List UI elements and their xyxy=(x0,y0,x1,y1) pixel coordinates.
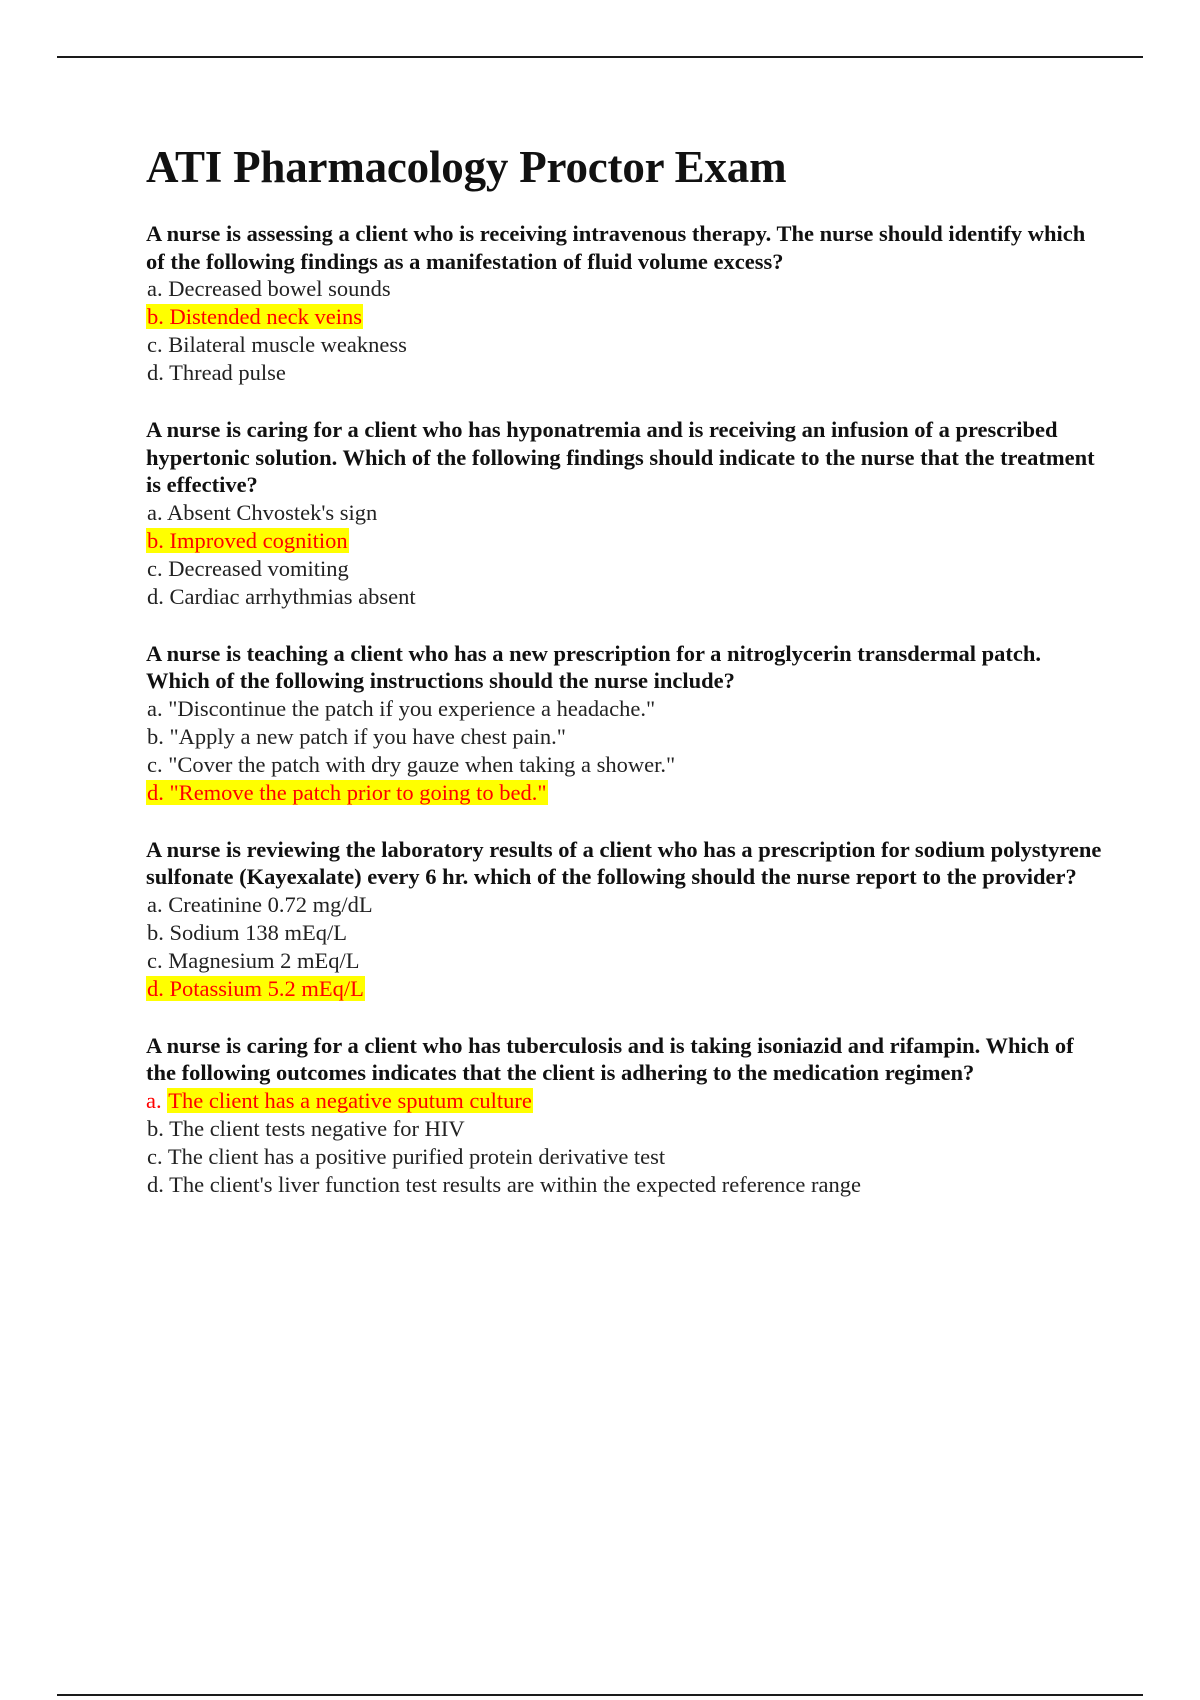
question-stem: A nurse is reviewing the laboratory results of a client who has a prescription for sodium polystyrene sulfonate (Kayexalate) every 6 hr. which of the following should the nurse report to the provider? xyxy=(146,836,1102,889)
top-rule xyxy=(57,56,1143,58)
document-title: ATI Pharmacology Proctor Exam xyxy=(146,142,787,192)
answer-option: a. "Discontinue the patch if you experience a headache." xyxy=(147,695,656,721)
answer-options xyxy=(146,891,1106,1003)
option-text: The client has a negative sputum culture xyxy=(168,1087,532,1113)
answer-option-correct: b. Distended neck veins xyxy=(147,304,362,329)
answer-option: b. "Apply a new patch if you have chest pain." xyxy=(147,723,566,749)
answer-option: d. Cardiac arrhythmias absent xyxy=(147,583,416,609)
answer-options xyxy=(146,1087,1106,1199)
answer-option: d. Thread pulse xyxy=(147,360,286,385)
document-body xyxy=(146,140,1106,1228)
question-stem: A nurse is teaching a client who has a new prescription for a nitroglycerin transdermal patch. Which of the following instructions should the nurse include? xyxy=(146,640,1041,693)
answer-option: a. Absent Chvostek's sign xyxy=(147,499,378,525)
answer-option-correct: b. Improved cognition xyxy=(147,527,348,553)
answer-option: c. Magnesium 2 mEq/L xyxy=(147,947,360,973)
question-stem: A nurse is caring for a client who has hyponatremia and is receiving an infusion of a prescribed hypertonic solution. Which of the following findings should indicate to the nurse that the treatment is effective? xyxy=(146,417,1095,497)
answer-option: c. "Cover the patch with dry gauze when taking a shower." xyxy=(147,751,676,777)
question-stem: A nurse is assessing a client who is receiving intravenous therapy. The nurse should identify which of the following findings as a manifestation of fluid volume excess? xyxy=(146,221,1086,274)
answer-option-correct: d. "Remove the patch prior to going to bed." xyxy=(147,779,547,805)
answer-option-correct xyxy=(146,1087,1106,1115)
answer-options xyxy=(146,275,1106,387)
question-2 xyxy=(146,416,1106,611)
answer-option: d. The client's liver function test results are within the expected reference range xyxy=(147,1171,861,1197)
answer-option: a. Creatinine 0.72 mg/dL xyxy=(147,891,373,917)
answer-option: a. Decreased bowel sounds xyxy=(147,276,391,301)
question-3 xyxy=(146,640,1106,807)
bottom-rule xyxy=(57,1694,1143,1696)
option-letter: a. xyxy=(146,1087,162,1113)
answer-option-correct: d. Potassium 5.2 mEq/L xyxy=(147,975,364,1001)
question-stem: A nurse is caring for a client who has tuberculosis and is taking isoniazid and rifampin. Which of the following outcomes indicates that the client is adhering to the medication regimen? xyxy=(146,1032,1074,1085)
answer-option: c. Decreased vomiting xyxy=(147,555,349,581)
answer-option: b. The client tests negative for HIV xyxy=(147,1115,465,1141)
question-1 xyxy=(146,220,1106,387)
answer-option: b. Sodium 138 mEq/L xyxy=(147,919,348,945)
question-4 xyxy=(146,836,1106,1003)
answer-options xyxy=(146,695,1106,807)
question-5 xyxy=(146,1032,1106,1199)
answer-option: c. Bilateral muscle weakness xyxy=(147,332,407,357)
answer-options xyxy=(146,499,1106,611)
answer-option: c. The client has a positive purified protein derivative test xyxy=(147,1143,666,1169)
